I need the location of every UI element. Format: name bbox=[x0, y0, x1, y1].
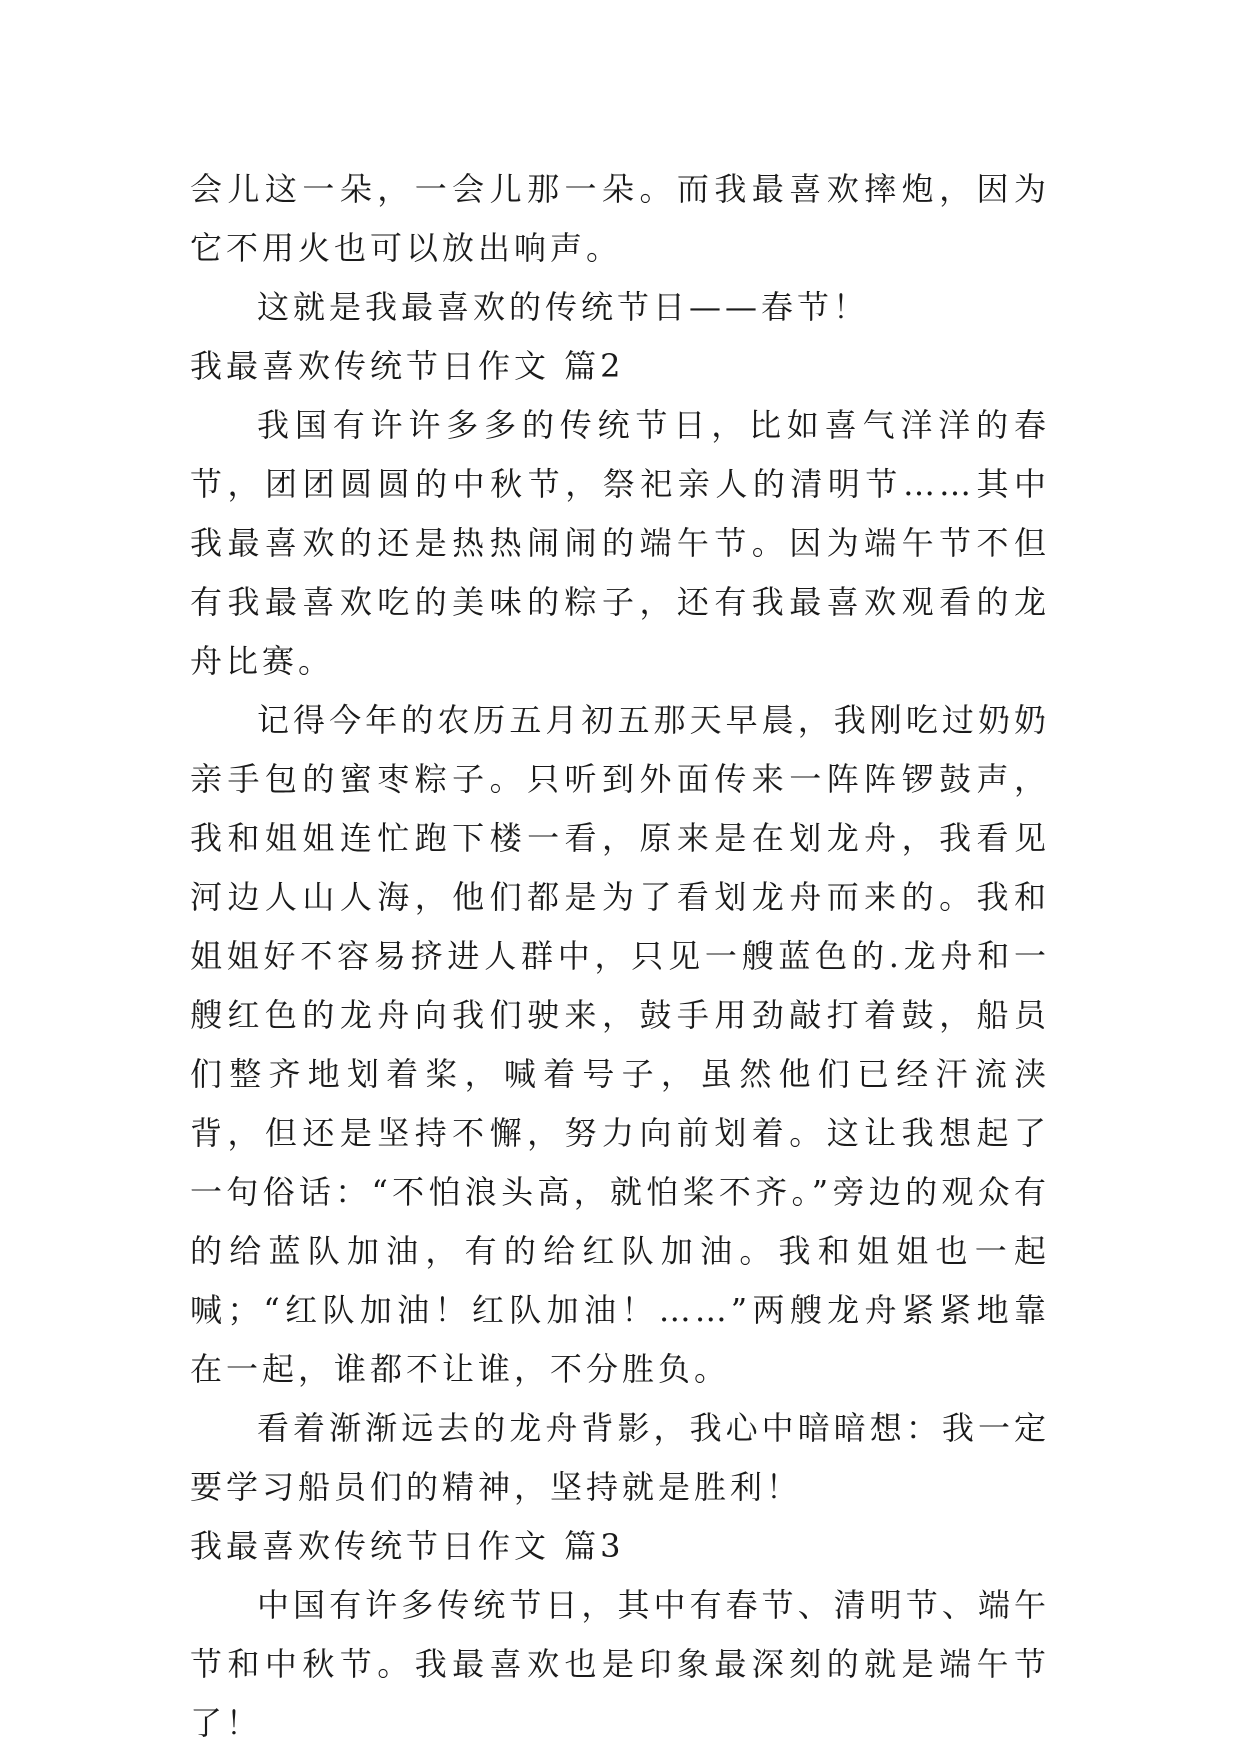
paragraph-intro-dragon-boat: 我国有许许多多的传统节日，比如喜气洋洋的春节，团团圆圆的中秋节，祭祀亲人的清明节……其中我最喜欢的还是热热闹闹的端午节。因为端午节不但有我最喜欢吃的美味的粽子，还有我最喜欢观看的龙舟比赛。 bbox=[190, 406, 1050, 680]
paragraph-dragon-boat-race: 记得今年的农历五月初五那天早晨，我刚吃过奶奶亲手包的蜜枣粽子。只听到外面传来一阵阵锣鼓声，我和姐姐连忙跑下楼一看，原来是在划龙舟，我看见河边人山人海，他们都是为了看划龙舟而来的。我和姐姐好不容易挤进人群中，只见一艘蓝色的.龙舟和一艘红色的龙舟向我们驶来，鼓手用劲敲打着鼓，船员们整齐地划着桨，喊着号子，虽然他们已经汗流浃背，但还是坚持不懈，努力向前划着。这让我想起了一句俗话：“不怕浪头高，就怕桨不齐。”旁边的观众有的给蓝队加油，有的给红队加油。我和姐姐也一起喊；“红队加油！红队加油！……”两艘龙舟紧紧地靠在一起，谁都不让谁，不分胜负。 bbox=[190, 701, 1050, 1388]
paragraph-conclusion: 看着渐渐远去的龙舟背影，我心中暗暗想：我一定要学习船员们的精神，坚持就是胜利！ bbox=[190, 1409, 1050, 1506]
essay-heading-2: 我最喜欢传统节日作文 篇2 bbox=[190, 347, 625, 385]
document-body bbox=[190, 160, 1050, 1753]
essay-heading-3: 我最喜欢传统节日作文 篇3 bbox=[190, 1527, 625, 1565]
paragraph-closing-spring-festival: 这就是我最喜欢的传统节日——春节！ bbox=[257, 288, 870, 326]
paragraph-continuation: 会儿这一朵，一会儿那一朵。而我最喜欢摔炮，因为它不用火也可以放出响声。 bbox=[190, 170, 1050, 267]
paragraph-essay-3-intro: 中国有许多传统节日，其中有春节、清明节、端午节和中秋节。我最喜欢也是印象最深刻的就是端午节了！ bbox=[190, 1586, 1050, 1742]
